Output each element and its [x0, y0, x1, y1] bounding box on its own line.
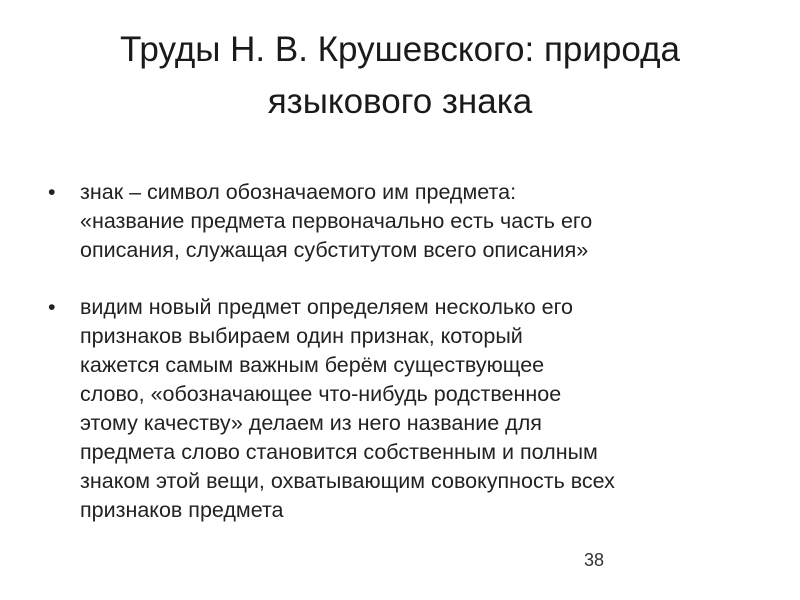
slide-title-line-1: Труды Н. В. Крушевского: природа	[120, 30, 680, 69]
bullet-2-line-2: признаков выбираем один признак, который	[80, 324, 523, 348]
bullet-1-line-3: описания, служащая субститутом всего описания»	[80, 238, 589, 262]
slide-title-line-2: языкового знака	[267, 82, 533, 121]
slide-title	[40, 24, 760, 128]
bullet-2-line-8: признаков предмета	[80, 498, 284, 522]
bullet-icon: •	[48, 180, 56, 204]
bullet-item-sign-definition	[48, 178, 758, 265]
bullet-1-line-1: знак – символ обозначаемого им предмета:	[80, 180, 517, 204]
bullet-item-naming-process	[48, 293, 758, 525]
bullet-2-line-3: кажется самым важным берём существующее	[80, 353, 545, 377]
bullet-1-line-2: «название предмета первоначально есть часть его	[80, 209, 593, 233]
bullet-2-line-1: видим новый предмет определяем несколько его	[80, 295, 573, 319]
bullet-2-line-5: этому качеству» делаем из него название для	[80, 411, 542, 435]
bullet-2-line-4: слово, «обозначающее что-нибудь родственное	[80, 382, 562, 406]
page-number: 38	[583, 550, 604, 570]
bullet-list	[48, 178, 758, 525]
bullet-2-line-6: предмета слово становится собственным и полным	[80, 440, 598, 464]
bullet-2-line-7: знаком этой вещи, охватывающим совокупность всех	[80, 469, 615, 493]
bullet-icon: •	[48, 295, 56, 319]
